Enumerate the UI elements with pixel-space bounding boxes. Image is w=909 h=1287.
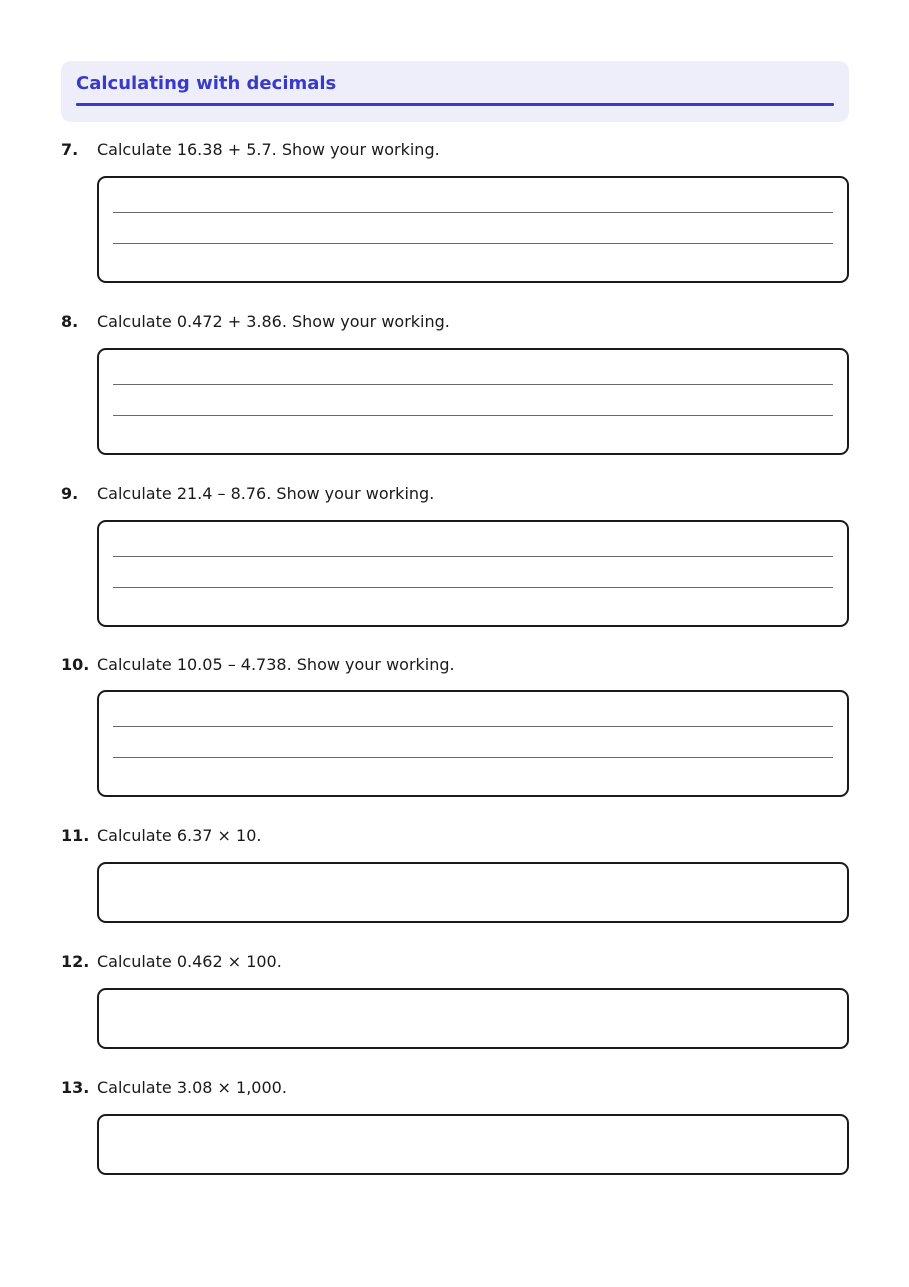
- writing-line: [113, 212, 833, 213]
- writing-line: [113, 757, 833, 758]
- writing-line: [113, 726, 833, 727]
- question-11: [61, 826, 849, 846]
- question-7: [61, 140, 849, 160]
- question-text: Calculate 6.37 × 10.: [97, 826, 262, 845]
- answer-box-10[interactable]: [97, 690, 849, 797]
- answer-box-13[interactable]: [97, 1114, 849, 1175]
- writing-line: [113, 415, 833, 416]
- question-number: 7.: [61, 140, 79, 159]
- writing-line: [113, 556, 833, 557]
- answer-box-8[interactable]: [97, 348, 849, 455]
- answer-box-9[interactable]: [97, 520, 849, 627]
- question-number: 13.: [61, 1078, 90, 1097]
- answer-box-7[interactable]: [97, 176, 849, 283]
- answer-box-12[interactable]: [97, 988, 849, 1049]
- section-header: [61, 61, 849, 122]
- writing-line: [113, 384, 833, 385]
- section-underline: [76, 103, 834, 106]
- question-9: [61, 484, 849, 504]
- question-8: [61, 312, 849, 332]
- question-number: 12.: [61, 952, 90, 971]
- question-text: Calculate 3.08 × 1,000.: [97, 1078, 287, 1097]
- question-text: Calculate 16.38 + 5.7. Show your working.: [97, 140, 440, 159]
- question-number: 8.: [61, 312, 79, 331]
- section-title: Calculating with decimals: [76, 73, 337, 94]
- question-10: [61, 655, 849, 675]
- writing-line: [113, 587, 833, 588]
- question-number: 9.: [61, 484, 79, 503]
- question-text: Calculate 21.4 – 8.76. Show your working.: [97, 484, 435, 503]
- writing-line: [113, 243, 833, 244]
- question-text: Calculate 10.05 – 4.738. Show your working.: [97, 655, 455, 674]
- answer-box-11[interactable]: [97, 862, 849, 923]
- question-number: 11.: [61, 826, 90, 845]
- question-number: 10.: [61, 655, 90, 674]
- question-12: [61, 952, 849, 972]
- question-13: [61, 1078, 849, 1098]
- question-text: Calculate 0.472 + 3.86. Show your working.: [97, 312, 450, 331]
- question-text: Calculate 0.462 × 100.: [97, 952, 282, 971]
